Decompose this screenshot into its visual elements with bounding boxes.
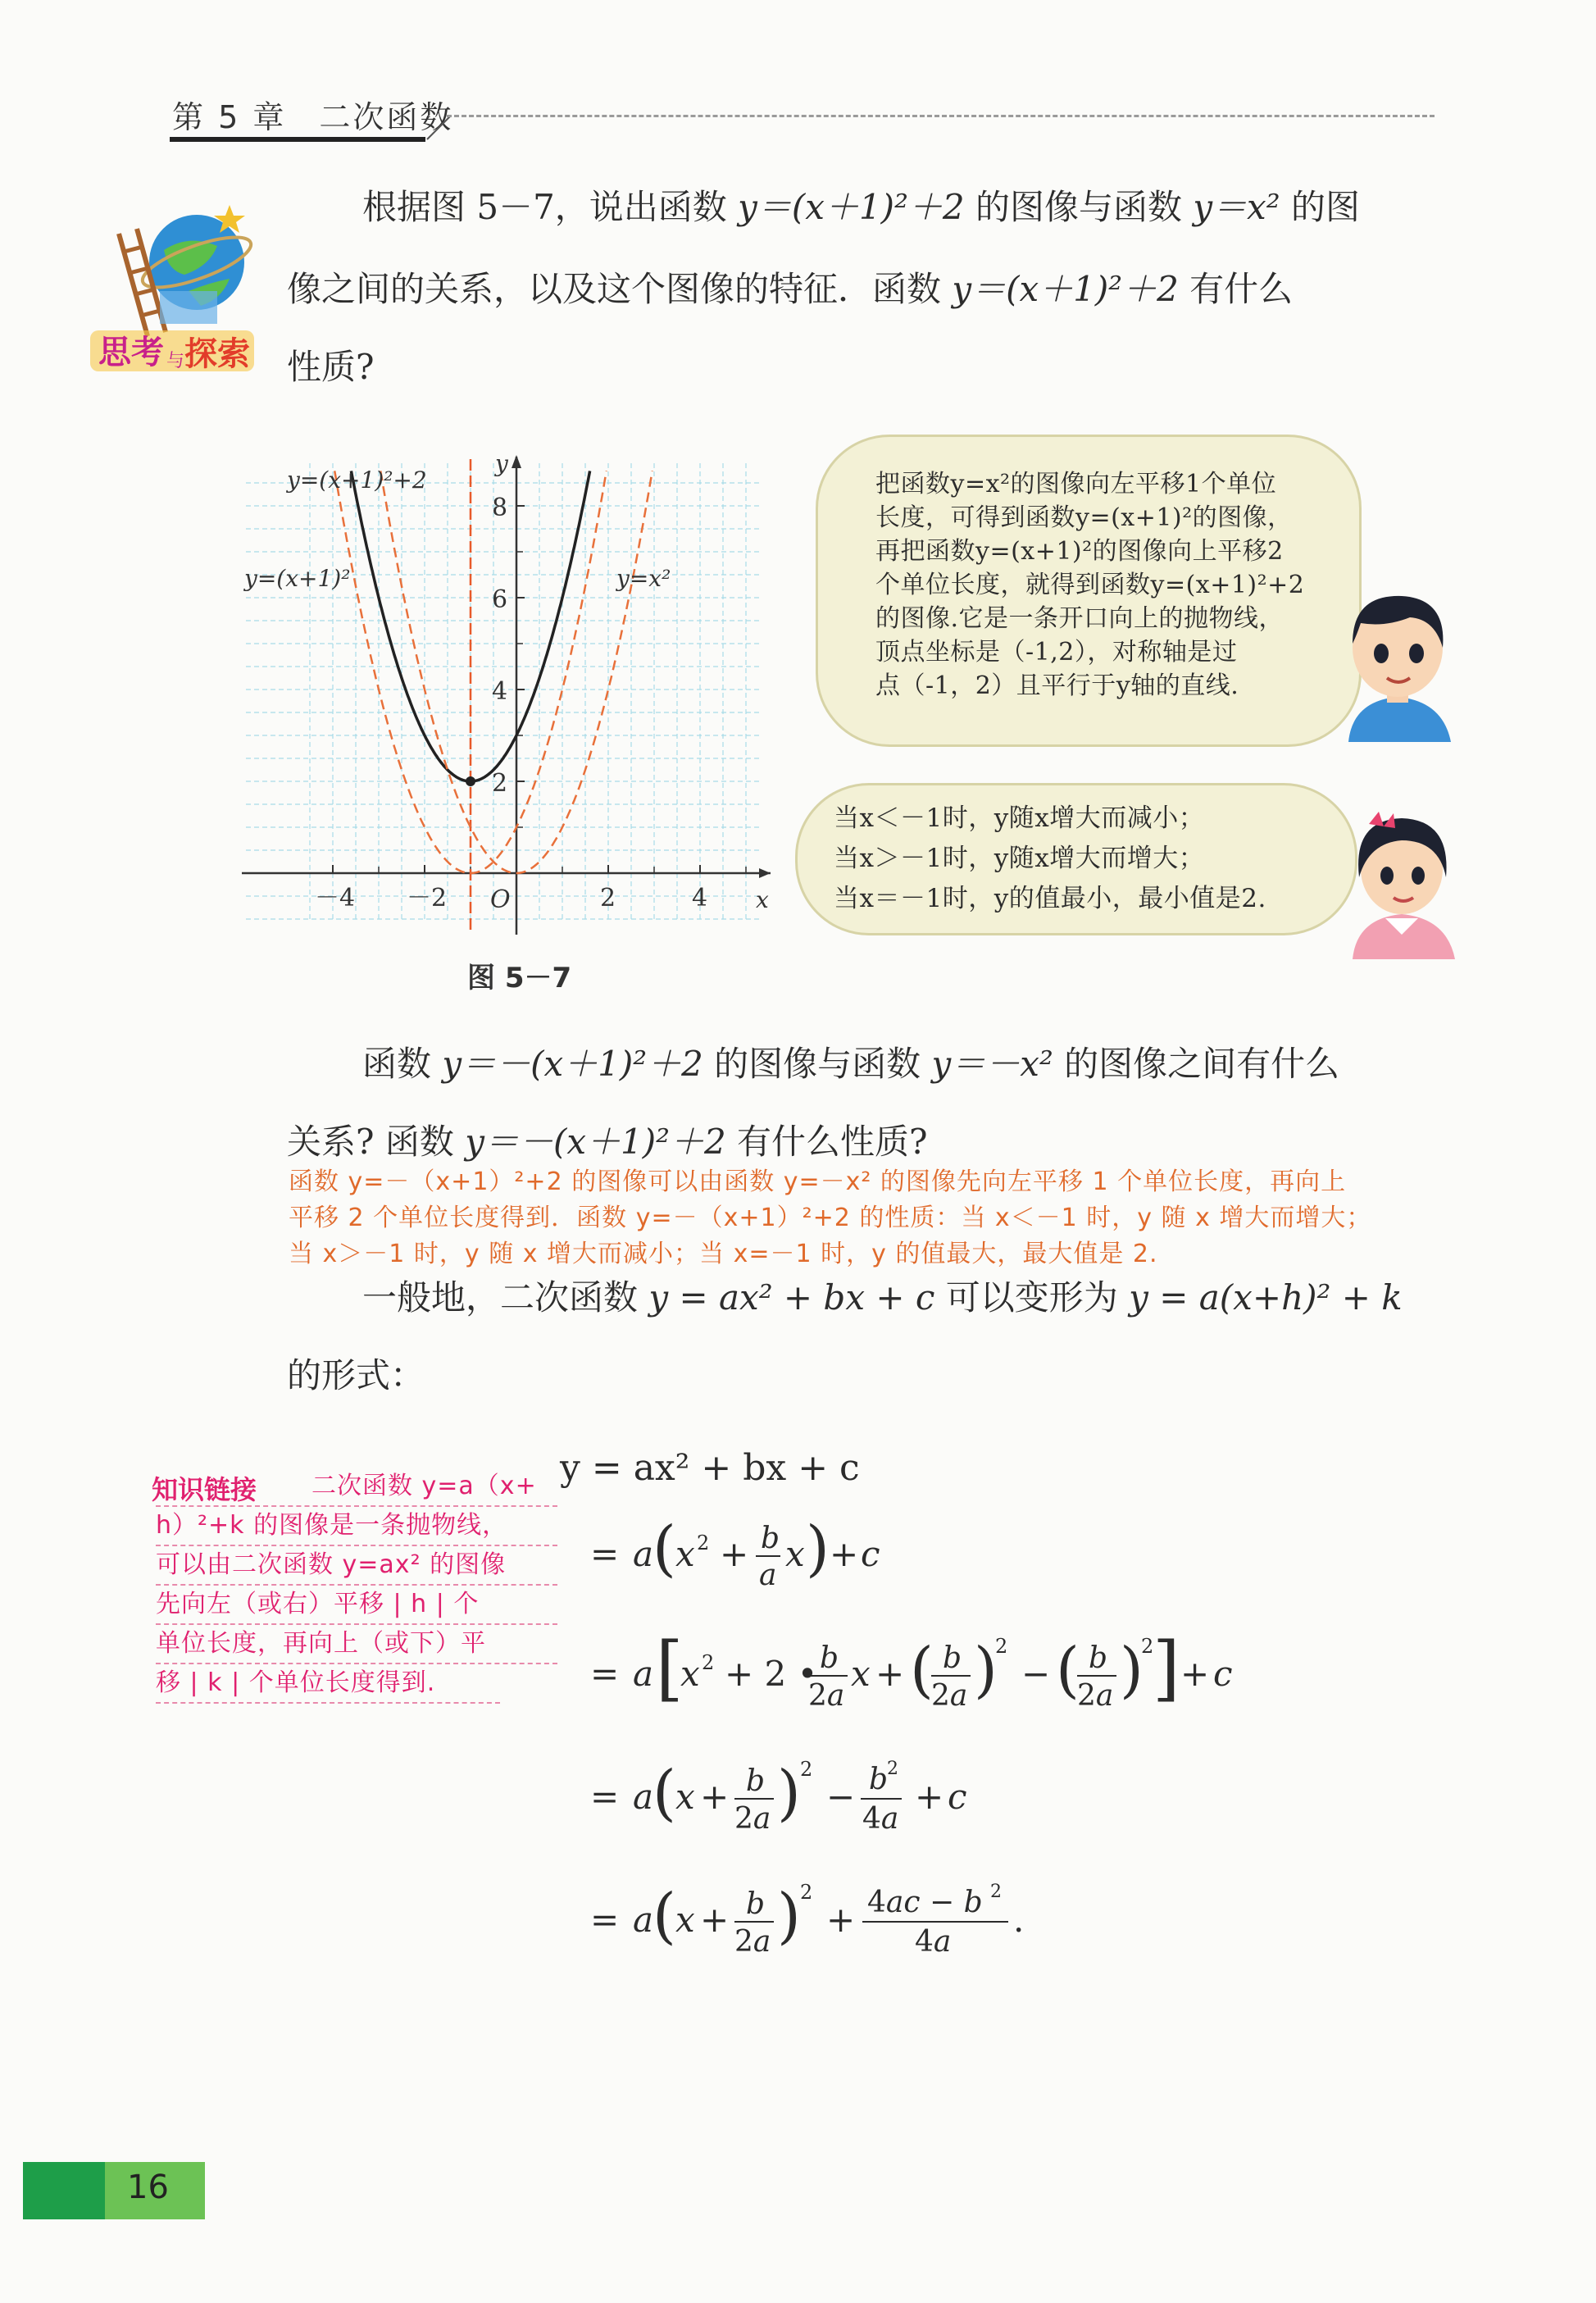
- svg-text:2a: 2a: [734, 1925, 771, 1959]
- derivation-step-3: [590, 1758, 967, 1836]
- svg-text:2: 2: [995, 1635, 1008, 1658]
- svg-text:b: b: [746, 1887, 766, 1921]
- svg-text:−: −: [1021, 1654, 1051, 1694]
- label-main-curve: y=(x+1)²+2: [287, 467, 427, 494]
- svg-text:(: (: [652, 1758, 676, 1828]
- svg-text:): ): [1120, 1635, 1144, 1705]
- svg-text:−: −: [826, 1777, 856, 1817]
- answer-line: 平移 2 个单位长度得到．函数 y=－（x+1）²+2 的性质：当 x＜－1 时，y 随 x 增大而增大；: [289, 1204, 1372, 1232]
- svg-text:2: 2: [800, 1758, 813, 1781]
- girl-speech-text: [834, 799, 1342, 919]
- svg-text:x: x: [851, 1654, 871, 1694]
- svg-text:2: 2: [887, 1759, 898, 1779]
- svg-text:2a: 2a: [1077, 1679, 1114, 1713]
- knowledge-line: 可以由二次函数 y=ax² 的图像: [156, 1546, 557, 1586]
- svg-text:a: a: [633, 1654, 654, 1694]
- header-rule: [170, 137, 425, 142]
- svg-text:x: x: [675, 1534, 695, 1574]
- svg-text:4a: 4a: [915, 1925, 952, 1959]
- general-line-2: 的形式：: [287, 1355, 425, 1395]
- origin-label: O: [490, 885, 511, 914]
- svg-text:=: =: [590, 1534, 620, 1574]
- svg-text:+: +: [915, 1777, 944, 1817]
- question-line-2: 关系? 函数 y＝－(x＋1)²＋2 有什么性质?: [287, 1122, 928, 1162]
- figure-caption: 图 5－7: [467, 962, 572, 994]
- svg-text:c: c: [1213, 1654, 1233, 1694]
- svg-text:a: a: [633, 1534, 654, 1574]
- parabola-graph: [238, 447, 795, 939]
- girl-avatar: [1336, 803, 1467, 959]
- func-neg-shifted: y＝－(x＋1)²＋2: [442, 1044, 703, 1084]
- boy-line: 长度，可得到函数y=(x+1)²的图像，: [875, 503, 1293, 532]
- think-explore-badge: [86, 201, 275, 381]
- general-vertex-form: y = a(x+h)² + k: [1129, 1277, 1403, 1318]
- func-shifted: y＝(x＋1)²＋2: [738, 187, 965, 227]
- svg-text:x: x: [785, 1534, 805, 1574]
- svg-text:(: (: [1056, 1635, 1080, 1705]
- svg-text:b: b: [869, 1763, 889, 1796]
- general-standard-form: y = ax² + bx + c: [648, 1277, 935, 1318]
- boy-speech-text: [875, 467, 1335, 703]
- answer-line: 当 x＞－1 时，y 随 x 增大而减小；当 x=－1 时，y 的值最大，最大值是 2.: [289, 1240, 1158, 1268]
- x-tick-label: －2: [407, 884, 448, 913]
- func-base: y＝x²: [1193, 187, 1280, 227]
- svg-text:a: a: [759, 1559, 777, 1592]
- svg-text:2a: 2a: [734, 1802, 771, 1836]
- y-tick-label: 6: [492, 585, 508, 614]
- label-base-curve: y=x²: [616, 565, 671, 592]
- svg-text:=: =: [590, 1777, 620, 1817]
- chapter-header: [172, 92, 453, 137]
- svg-text:): ): [777, 1758, 801, 1828]
- label-shifted-curve: y=(x+1)²: [244, 565, 351, 592]
- knowledge-line: 移 | k | 个单位长度得到.: [156, 1664, 500, 1704]
- boy-line: 把函数y=x²的图像向左平移1个单位: [875, 470, 1277, 498]
- badge-label-and: 与: [166, 351, 185, 371]
- page-number: 16: [127, 2169, 169, 2206]
- knowledge-line: h）²+k 的图像是一条抛物线，: [156, 1507, 557, 1546]
- svg-text:x: x: [675, 1900, 695, 1940]
- svg-text:4ac − b: 4ac − b: [867, 1886, 983, 1919]
- svg-text:(: (: [652, 1513, 676, 1584]
- page-number-tab-dark: [23, 2162, 105, 2219]
- svg-text:2: 2: [697, 1532, 710, 1554]
- chapter-title: 二次函数: [319, 99, 454, 135]
- svg-text:=: =: [590, 1900, 620, 1940]
- svg-text:b: b: [746, 1764, 766, 1798]
- intro-line-3: 性质?: [287, 347, 375, 387]
- svg-text:+: +: [830, 1534, 859, 1574]
- derivation-step-4: [590, 1881, 1024, 1959]
- x-axis-label: x: [756, 886, 769, 913]
- svg-text:+: +: [875, 1654, 905, 1694]
- svg-text:a: a: [633, 1777, 654, 1817]
- vertex-point: [466, 776, 475, 786]
- boy-line: 的图像.它是一条开口向上的抛物线，: [875, 604, 1285, 633]
- svg-text:): ): [974, 1635, 998, 1705]
- svg-text:+: +: [826, 1900, 856, 1940]
- svg-text:(: (: [652, 1881, 676, 1951]
- girl-line: 当x＜－1时，y随x增大而减小；: [834, 803, 1205, 833]
- svg-text:+: +: [1180, 1654, 1210, 1694]
- svg-text:b: b: [820, 1641, 839, 1675]
- x-tick-label: 2: [600, 884, 616, 913]
- svg-text:2: 2: [702, 1651, 715, 1674]
- answer-text: [289, 1164, 1444, 1272]
- y-axis-arrow: [512, 455, 521, 468]
- svg-text:x: x: [675, 1777, 695, 1817]
- boy-avatar: [1328, 578, 1467, 746]
- boy-line: 顶点坐标是（-1,2），对称轴是过: [875, 638, 1238, 667]
- svg-text:2: 2: [990, 1882, 1002, 1902]
- svg-text:c: c: [861, 1534, 880, 1574]
- func-shifted-2: y＝(x＋1)²＋2: [952, 269, 1179, 309]
- x-tick-label: －4: [315, 884, 356, 913]
- svg-text:2a: 2a: [931, 1679, 968, 1713]
- svg-text:=: =: [590, 1654, 620, 1694]
- svg-text:+: +: [700, 1900, 730, 1940]
- boy-line: 个单位长度，就得到函数y=(x+1)²+2: [875, 571, 1305, 599]
- svg-text:]: ]: [1153, 1627, 1180, 1709]
- girl-line: 当x＝－1时，y的值最小，最小值是2.: [834, 884, 1266, 913]
- derivation-step-1: [590, 1513, 880, 1592]
- svg-text:+: +: [700, 1777, 730, 1817]
- svg-text:2a: 2a: [808, 1679, 845, 1713]
- general-line-1: 一般地，二次函数 y = ax² + bx + c 可以变形为 y = a(x+h)² + k: [362, 1277, 1403, 1318]
- chapter-number: 第 5 章: [172, 99, 287, 135]
- func-neg-base: y＝－x²: [931, 1044, 1053, 1084]
- knowledge-line: 二次函数 y=a（x+: [156, 1468, 557, 1507]
- svg-text:a: a: [633, 1900, 654, 1940]
- question-line-1: 函数 y＝－(x＋1)²＋2 的图像与函数 y＝－x² 的图像之间有什么: [362, 1044, 1340, 1084]
- y-tick-label: 8: [492, 494, 508, 522]
- svg-text:): ): [806, 1513, 830, 1584]
- girl-line: 当x＞－1时，y随x增大而增大；: [834, 844, 1205, 873]
- knowledge-line: 先向左（或右）平移 | h | 个: [156, 1586, 557, 1625]
- header-slash: [425, 113, 458, 141]
- boy-line: 再把函数y=(x+1)²的图像向上平移2: [875, 537, 1284, 566]
- header-dashed-line: [447, 115, 1435, 117]
- knowledge-link-body: [156, 1468, 557, 1704]
- x-axis-arrow: [759, 868, 771, 878]
- svg-text:+: +: [720, 1534, 749, 1574]
- svg-text:x: x: [680, 1654, 700, 1694]
- svg-text:+ 2 •: + 2 •: [725, 1654, 818, 1694]
- badge-label-think: 思考: [98, 334, 164, 371]
- func-neg-shifted-2: y＝－(x＋1)²＋2: [465, 1122, 726, 1162]
- y-axis-label: y: [495, 450, 508, 477]
- svg-text:c: c: [948, 1777, 967, 1817]
- knowledge-line: 单位长度，再向上（或下）平: [156, 1625, 557, 1664]
- knowledge-link-title: 知识链接: [152, 1474, 257, 1505]
- derivation-step-2: [590, 1627, 1233, 1713]
- svg-text:b: b: [943, 1641, 962, 1675]
- intro-line-2: 像之间的关系，以及这个图像的特征．函数 y＝(x＋1)²＋2 有什么: [287, 269, 1294, 309]
- derivation-step-0: y = ax² + bx + c: [560, 1447, 860, 1489]
- badge-label-explore: 探索: [184, 335, 250, 373]
- x-tick-label: 4: [692, 884, 708, 913]
- svg-text:b: b: [761, 1522, 780, 1555]
- intro-line-1: 根据图 5－7，说出函数 y＝(x＋1)²＋2 的图像与函数 y＝x² 的图: [362, 187, 1360, 227]
- y-tick-label: 4: [492, 677, 508, 706]
- svg-text:2: 2: [1141, 1635, 1154, 1658]
- svg-text:[: [: [656, 1627, 684, 1709]
- svg-text:): ): [777, 1881, 801, 1951]
- svg-text:(: (: [910, 1635, 934, 1705]
- answer-line: 函数 y=－（x+1）²+2 的图像可以由函数 y=－x² 的图像先向左平移 1 个单位长度，再向上: [289, 1167, 1347, 1196]
- derivation-steps: [574, 1500, 1312, 1992]
- y-tick-label: 2: [492, 769, 508, 798]
- svg-text:4a: 4a: [862, 1802, 899, 1836]
- svg-text:b: b: [1089, 1641, 1108, 1675]
- svg-text:.: .: [1013, 1900, 1025, 1940]
- svg-text:2: 2: [800, 1881, 813, 1904]
- boy-line: 点（-1，2）且平行于y轴的直线.: [875, 671, 1239, 700]
